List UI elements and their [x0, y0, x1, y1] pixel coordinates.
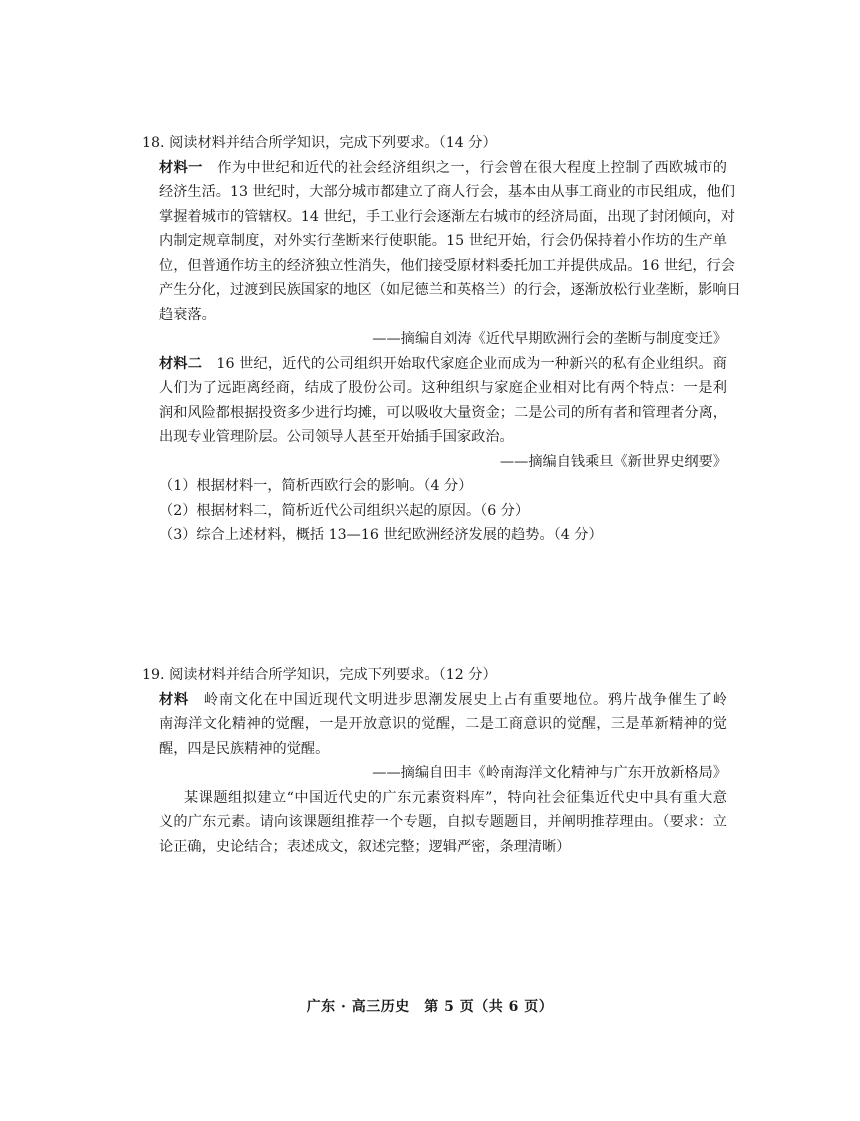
task-line: 某课题组拟建立“中国近代史的广东元素资料库”，特向社会征集近代史中具有重大意 — [184, 789, 727, 806]
material-1-text: 作为中世纪和近代的社会经济组织之一，行会曾在很大程度上控制了西欧城市的 — [217, 159, 727, 176]
material-1-source: ——摘编自刘涛《近代早期欧洲行会的垄断与制度变迁》 — [372, 331, 727, 347]
material-2-line: 润和风险都根据投资多少进行均摊，可以吸收大量资金；二是公司的所有者和管理者分离， — [159, 404, 727, 421]
material-1-line: 掌握着城市的管辖权。14 世纪，手工业行会逐渐左右城市的经济局面，出现了封闭倾向，对 — [159, 208, 735, 225]
page-footer: 广东 · 高三历史 第 5 页（共 6 页） — [306, 999, 554, 1015]
sub-question-3: （3）综合上述材料，概括 13—16 世纪欧洲经济发展的趋势。（4 分） — [159, 527, 603, 543]
material-2-line: 人们为了远距离经商，结成了股份公司。这种组织与家庭企业相对比有两个特点：一是利 — [159, 380, 727, 396]
question-18 — [142, 131, 741, 548]
material-source: ——摘编自田丰《岭南海洋文化精神与广东开放新格局》 — [372, 765, 727, 781]
material-1-line: 位，但普通作坊主的经济独立性消失，他们接受原材料委托加工并提供成品。16 世纪，行会 — [159, 257, 735, 274]
material-1-line: 产生分化，过渡到民族国家的地区（如尼德兰和英格兰）的行会，逐渐放松行业垄断，影响日 — [159, 282, 741, 298]
material-label: 材料 — [159, 691, 189, 708]
material-1-line: 趋衰落。 — [159, 306, 216, 323]
material-2-text: 16 世纪，近代的公司组织开始取代家庭企业而成为一种新兴的私有企业组织。商 — [216, 355, 727, 372]
task-line: 义的广东元素。请向该课题组推荐一个专题，自拟专题题目，并阐明推荐理由。（要求：立 — [159, 814, 727, 830]
material-2-source: ——摘编自钱乘旦《新世界史纲要》 — [499, 453, 727, 470]
material-line: 南海洋文化精神的觉醒，一是开放意识的觉醒，二是工商意识的觉醒，三是革新精神的觉 — [159, 716, 727, 732]
material-2-label: 材料二 — [159, 355, 203, 372]
material-1-line — [142, 156, 727, 181]
question-18-header: 18. 阅读材料并结合所学知识，完成下列要求。（14 分） — [142, 135, 497, 151]
material-line: 醒，四是民族精神的觉醒。 — [159, 740, 330, 757]
material-1-label: 材料一 — [159, 159, 203, 176]
question-19 — [142, 663, 727, 859]
task-line: 论正确，史论结合；表述成文，叙述完整；逻辑严密，条理清晰） — [159, 838, 571, 855]
material-line — [142, 688, 727, 713]
material-2-line — [142, 352, 727, 377]
sub-question-1: （1）根据材料一，简析西欧行会的影响。（4 分） — [159, 478, 473, 494]
sub-question-2: （2）根据材料二，简析近代公司组织兴起的原因。（6 分） — [159, 502, 530, 519]
material-1-line: 内制定规章制度，对外实行垄断来行使职能。15 世纪开始，行会仍保持着小作坊的生产单 — [159, 233, 727, 249]
material-1-line: 经济生活。13 世纪时，大部分城市都建立了商人行会，基本由从事工商业的市民组成，他们 — [159, 184, 735, 200]
question-19-header: 19. 阅读材料并结合所学知识，完成下列要求。（12 分） — [142, 667, 497, 683]
material-text: 岭南文化在中国近现代文明进步思潮发展史上占有重要地位。鸦片战争催生了岭 — [203, 691, 727, 708]
material-2-line: 出现专业管理阶层。公司领导人甚至开始插手国家政治。 — [159, 429, 514, 445]
